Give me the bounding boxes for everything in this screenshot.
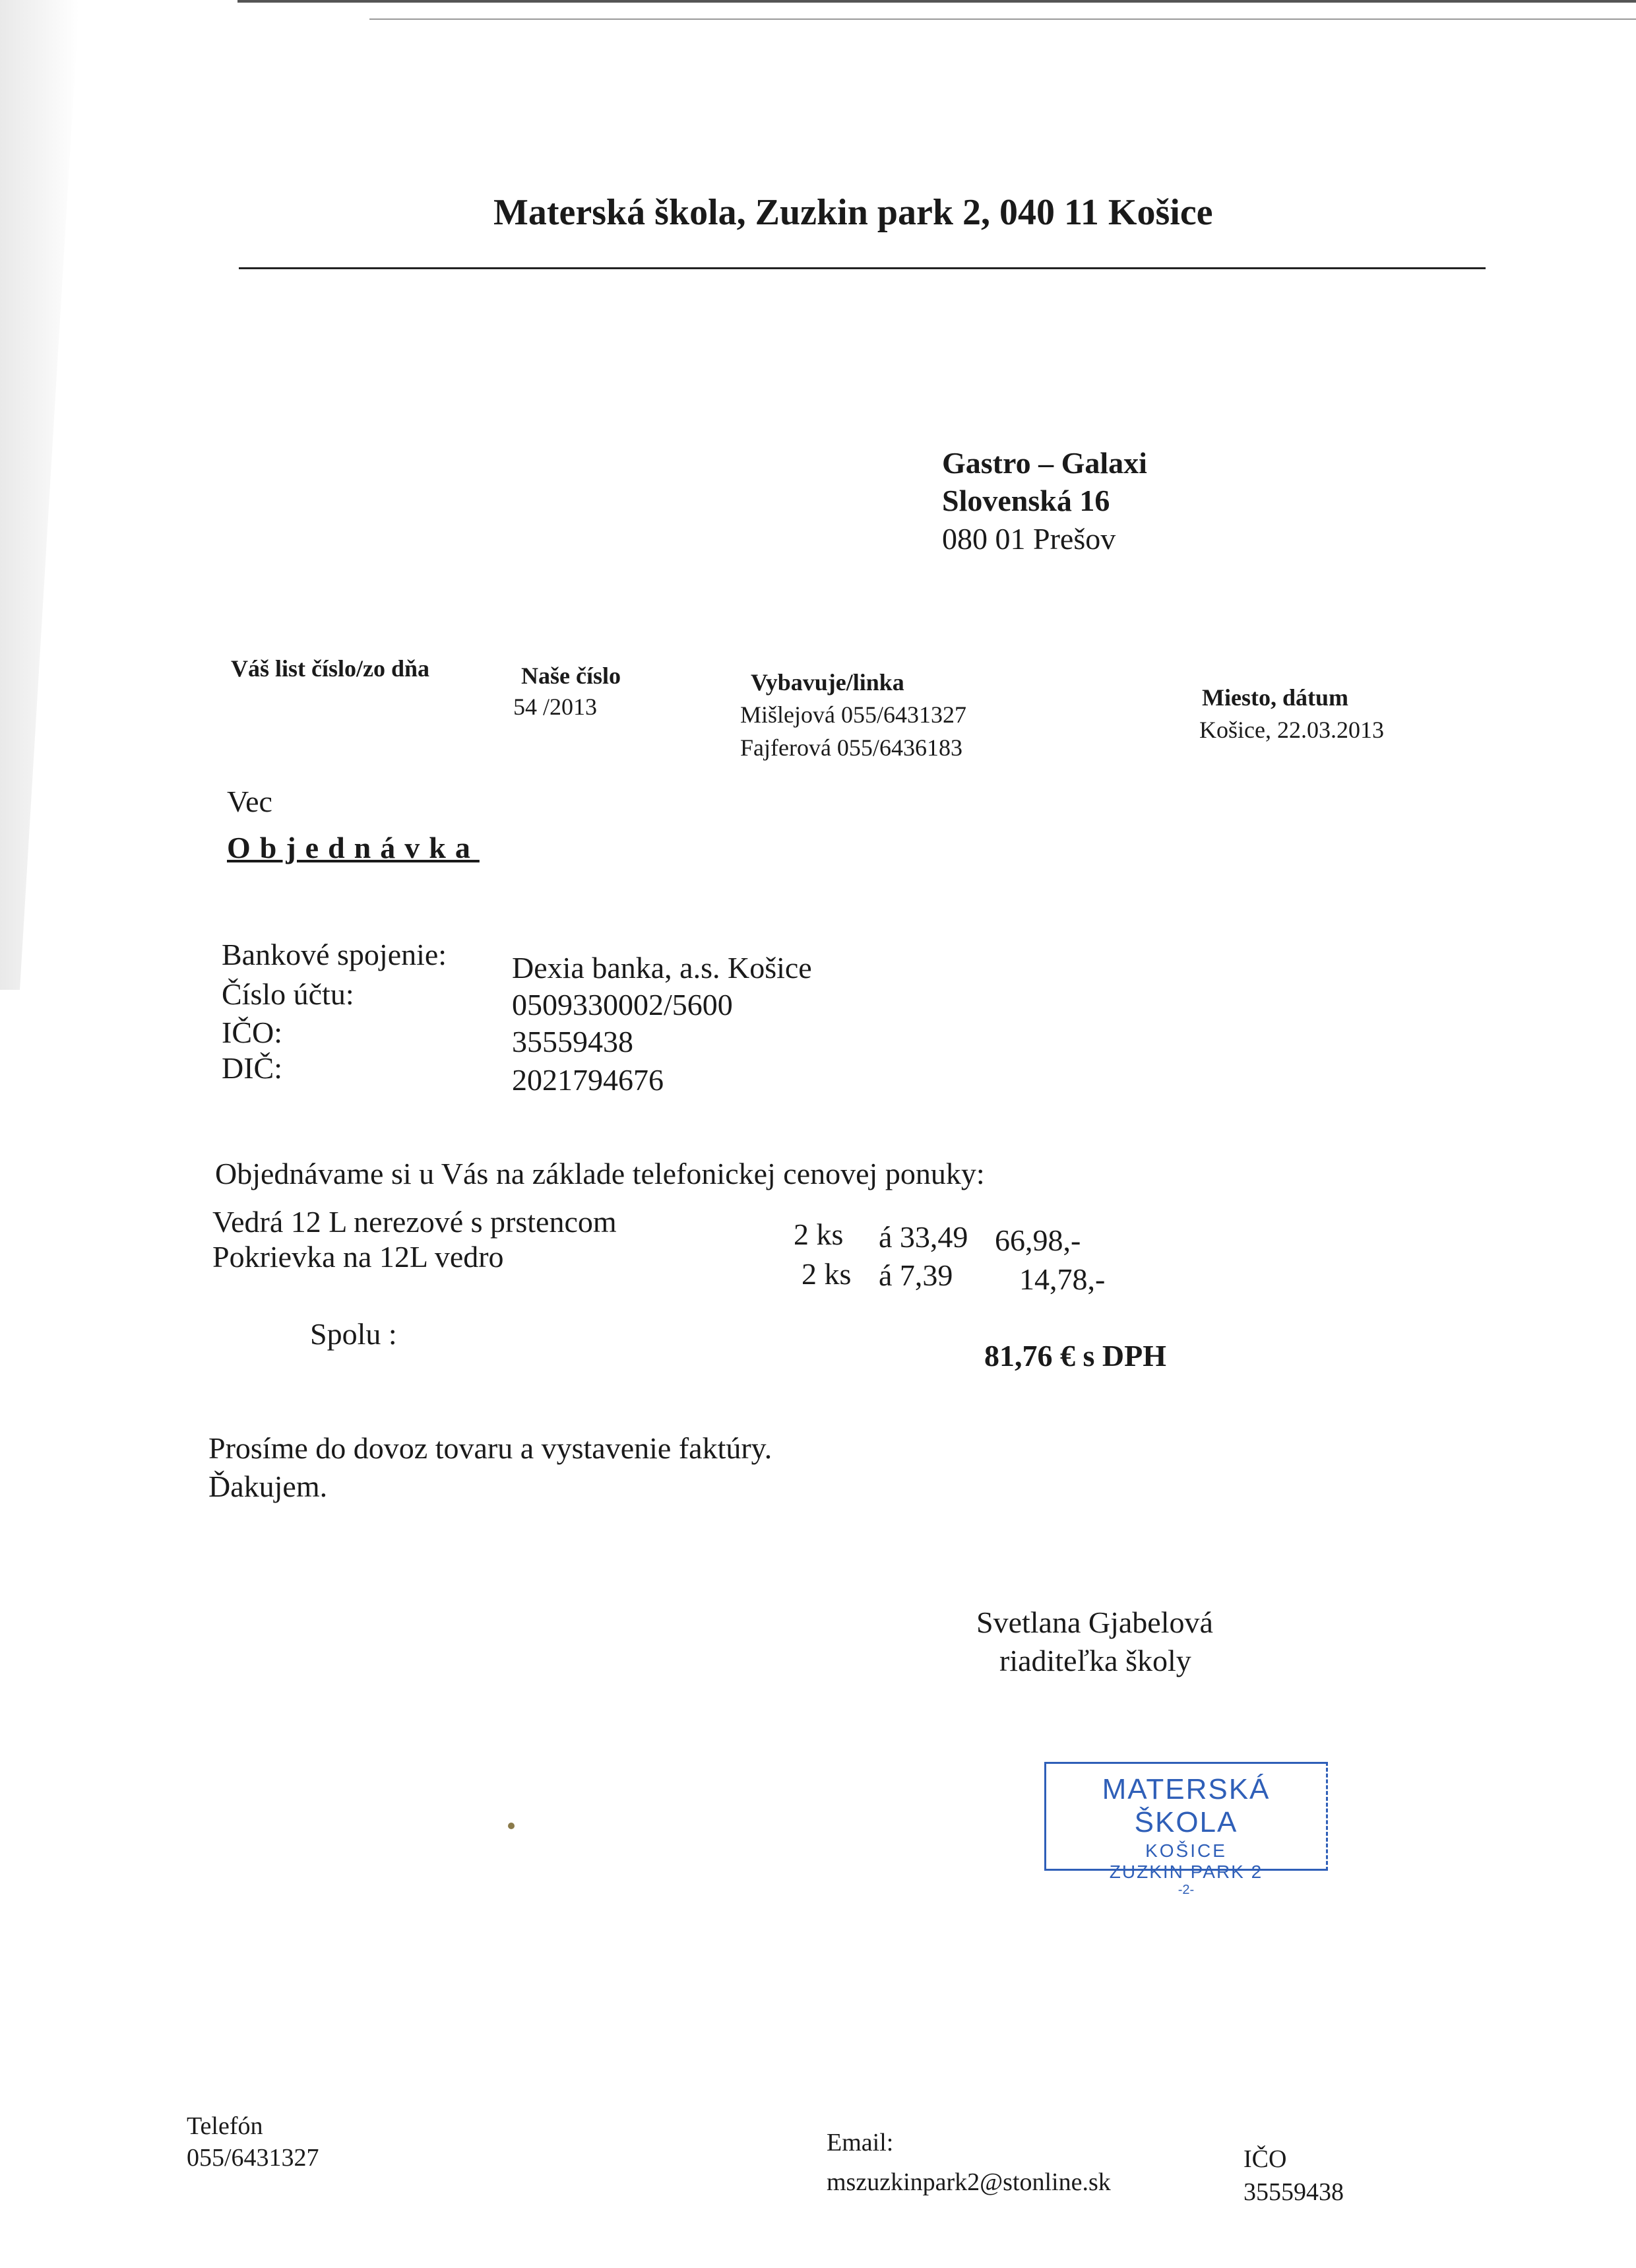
closing-line-2: Ďakujem. [208, 1470, 328, 1503]
ico-value: 35559438 [512, 1025, 633, 1058]
dic-value: 2021794676 [512, 1063, 664, 1097]
scan-edge-shadow [0, 0, 79, 990]
stamp-line-2: KOŠICE [1145, 1840, 1227, 1861]
order-item-2-qty: 2 ks [802, 1257, 852, 1291]
ico-label: IČO: [222, 1016, 282, 1049]
recipient-name: Gastro – Galaxi [942, 446, 1147, 480]
footer-ico-value: 35559438 [1243, 2178, 1344, 2206]
footer-phone-label: Telefón [187, 2112, 263, 2140]
total-value: 81,76 € s DPH [984, 1339, 1166, 1373]
account-label: Číslo účtu: [222, 977, 354, 1011]
recipient-city: 080 01 Prešov [942, 522, 1116, 556]
order-item-2-unit-price: á 7,39 [879, 1258, 953, 1292]
our-number-value: 54 /2013 [513, 694, 598, 720]
dic-label: DIČ: [222, 1051, 282, 1085]
scan-speck [508, 1823, 515, 1829]
account-value: 0509330002/5600 [512, 988, 733, 1021]
recipient-street: Slovenská 16 [942, 484, 1110, 517]
signatory-name: Svetlana Gjabelová [976, 1605, 1213, 1639]
our-number-label: Naše číslo [521, 663, 621, 689]
order-item-2-name: Pokrievka na 12L vedro [212, 1240, 504, 1274]
footer-ico-label: IČO [1243, 2145, 1287, 2173]
scan-top-line-2 [369, 18, 1636, 20]
handled-by-1: Mišlejová 055/6431327 [740, 701, 966, 728]
stamp-line-3: ZUZKIN PARK 2 [1109, 1862, 1263, 1882]
subject-value: Objednávka [227, 831, 480, 864]
stamp-line-4: -2- [1178, 1883, 1195, 1897]
school-stamp [1044, 1762, 1328, 1897]
handled-by-label: Vybavuje/linka [751, 669, 904, 696]
total-label: Spolu : [310, 1317, 397, 1351]
footer-email-value: mszuzkinpark2@stonline.sk [827, 2168, 1111, 2196]
footer-phone-value: 055/6431327 [187, 2144, 319, 2172]
signatory-title: riaditeľka školy [999, 1644, 1191, 1677]
your-letter-label: Váš list číslo/zo dňa [231, 655, 430, 682]
order-intro: Objednávame si u Vás na základe telefonickej cenovej ponuky: [215, 1157, 985, 1190]
place-date-label: Miesto, dátum [1202, 684, 1348, 711]
order-item-1-name: Vedrá 12 L nerezové s prstencom [212, 1205, 617, 1239]
closing-line-1: Prosíme do dovoz tovaru a vystavenie faktúry. [208, 1431, 772, 1465]
footer-email-label: Email: [827, 2129, 894, 2156]
scan-top-line [237, 0, 1636, 3]
subject-label: Vec [227, 785, 272, 818]
order-item-1-unit-price: á 33,49 [879, 1220, 968, 1254]
place-date-value: Košice, 22.03.2013 [1199, 717, 1384, 743]
letterhead-title: Materská škola, Zuzkin park 2, 040 11 Košice [493, 192, 1213, 233]
order-item-2-total: 14,78,- [1019, 1262, 1106, 1296]
order-item-1-qty: 2 ks [794, 1217, 844, 1251]
order-item-1-total: 66,98,- [995, 1223, 1081, 1257]
letterhead-rule [239, 267, 1486, 269]
stamp-line-1: MATERSKÁ ŠKOLA [1102, 1773, 1271, 1838]
handled-by-2: Fajferová 055/6436183 [740, 734, 962, 761]
bank-value: Dexia banka, a.s. Košice [512, 951, 812, 985]
bank-label: Bankové spojenie: [222, 938, 447, 971]
